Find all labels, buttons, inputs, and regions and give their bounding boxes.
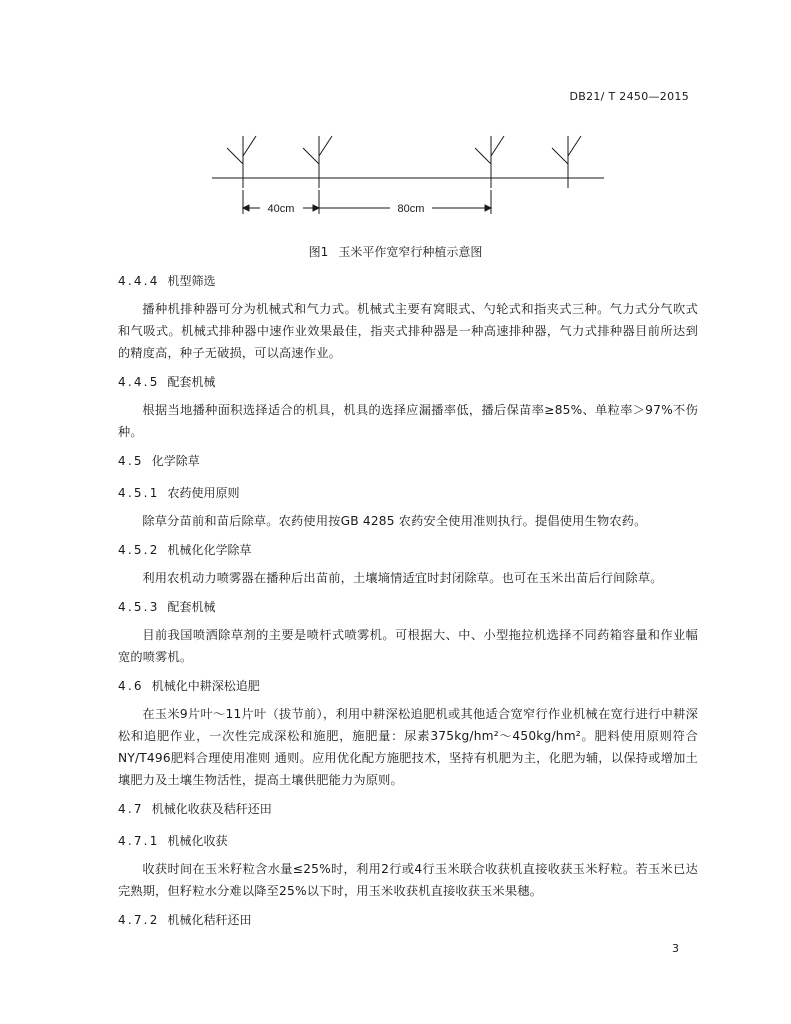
section-number: 4.4.5 xyxy=(118,375,160,389)
section-number: 4.5 xyxy=(118,454,144,468)
section-heading xyxy=(118,485,698,501)
section-paragraph: 根据当地播种面积选择适合的机具，机具的选择应漏播率低，播后保苗率≥85%、单粒率＞97%不伤种。 xyxy=(118,403,698,439)
section-number: 4.7.2 xyxy=(118,913,160,927)
section-number: 4.5.3 xyxy=(118,600,160,614)
corn-plant-3 xyxy=(475,136,504,188)
section-heading xyxy=(118,453,698,469)
section-number: 4.7.1 xyxy=(118,834,160,848)
section-paragraph: 播种机排种器可分为机械式和气力式。机械式主要有窝眼式、勺轮式和指夹式三种。气力式分气吹式和气吸式。机械式排种器中速作业效果最佳，指夹式排种器是一种高速排种器，气力式排种器目前所达到的精度高，种子无破损，可以高速作业。 xyxy=(118,302,698,360)
section-heading xyxy=(118,912,698,928)
corn-plant-4 xyxy=(552,136,581,188)
section-paragraph: 目前我国喷洒除草剂的主要是喷杆式喷雾机。可根据大、中、小型拖拉机选择不同药箱容量和作业幅宽的喷雾机。 xyxy=(118,628,698,664)
section-title: 机型筛选 xyxy=(167,274,216,288)
planting-diagram-svg xyxy=(210,128,610,224)
section-heading xyxy=(118,801,698,817)
section-number: 4.5.2 xyxy=(118,543,160,557)
section-heading xyxy=(118,599,698,615)
section-title: 机械化秸秆还田 xyxy=(167,913,252,927)
section-number: 4.5.1 xyxy=(118,486,160,500)
section-heading xyxy=(118,833,698,849)
section-paragraph: 利用农机动力喷雾器在播种后出苗前，土壤墒情适宜时封闭除草。也可在玉米出苗后行间除草。 xyxy=(142,571,663,585)
section-number: 4.7 xyxy=(118,802,144,816)
section-paragraph: 在玉米9片叶～11片叶（拔节前），利用中耕深松追肥机或其他适合宽窄行作业机械在宽行进行中耕深松和追肥作业，一次性完成深松和施肥，施肥量：尿素375kg/hm²～450kg/hm²。肥料使用原则符合NY/T496肥料合理使用准则 通则。应用优化配方施肥技术，坚持有机肥为主，化肥为辅，以保持或增加土壤肥力及土壤生物活性，提高土壤供肥能力为原则。 xyxy=(118,707,698,787)
figure-caption-number: 图1 xyxy=(308,245,329,259)
section-number: 4.6 xyxy=(118,679,144,693)
document-body xyxy=(118,273,698,928)
section-title: 机械化中耕深松追肥 xyxy=(151,679,260,693)
section-title: 配套机械 xyxy=(167,375,216,389)
section-number: 4.4.4 xyxy=(118,274,160,288)
corn-plant-2 xyxy=(303,136,332,188)
planting-diagram xyxy=(210,128,610,224)
section-title: 机械化收获及秸秆还田 xyxy=(151,802,272,816)
section-heading xyxy=(118,273,698,289)
section-title: 农药使用原则 xyxy=(167,486,240,500)
section-title: 配套机械 xyxy=(167,600,216,614)
section-paragraph: 收获时间在玉米籽粒含水量≤25%时，利用2行或4行玉米联合收获机直接收获玉米籽粒。若玉米已达完熟期，但籽粒水分难以降至25%以下时，用玉米收获机直接收获玉米果穗。 xyxy=(118,862,698,898)
standard-code: DB21/ T 2450—2015 xyxy=(569,90,689,103)
dimension-label-wide: 80cm xyxy=(397,203,425,215)
dimension-label-narrow: 40cm xyxy=(267,203,295,215)
figure-caption xyxy=(0,243,791,260)
corn-plant-1 xyxy=(227,136,256,188)
section-title: 化学除草 xyxy=(151,454,200,468)
page-number: 3 xyxy=(672,942,679,955)
section-heading xyxy=(118,542,698,558)
section-title: 机械化收获 xyxy=(167,834,228,848)
figure-caption-text: 玉米平作宽窄行种植示意图 xyxy=(338,245,483,259)
section-heading xyxy=(118,374,698,390)
section-paragraph: 除草分苗前和苗后除草。农药使用按GB 4285 农药安全使用准则执行。提倡使用生物农药。 xyxy=(142,514,647,528)
section-heading xyxy=(118,678,698,694)
section-title: 机械化化学除草 xyxy=(167,543,252,557)
